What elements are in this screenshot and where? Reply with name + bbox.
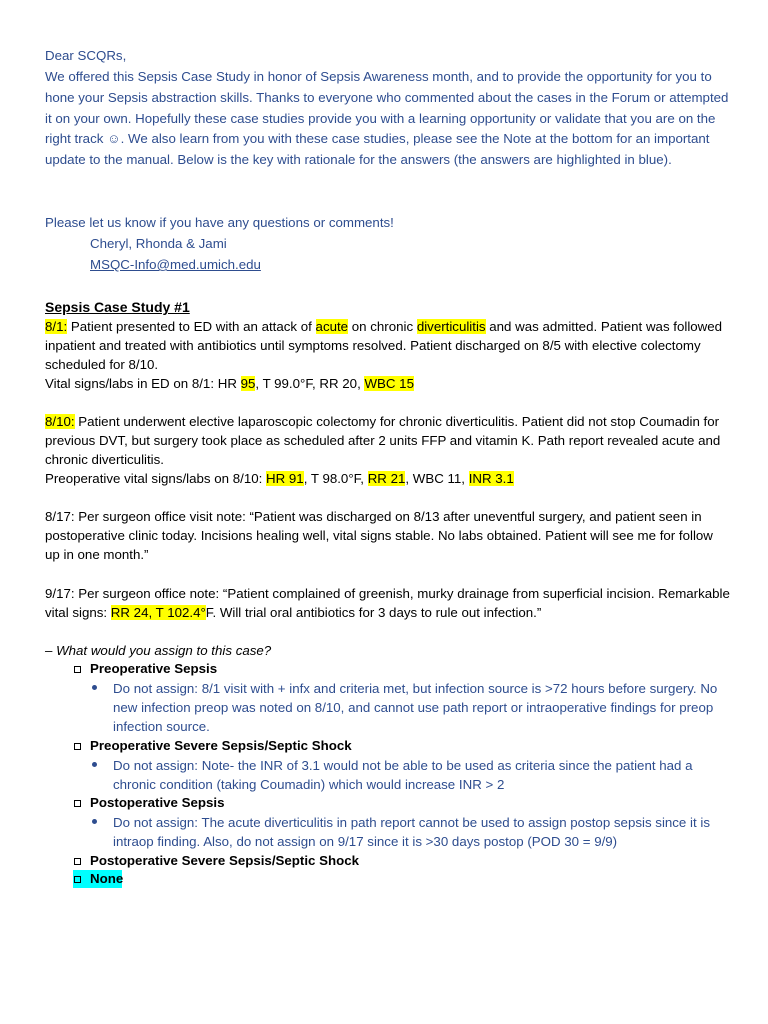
case-title: Sepsis Case Study #1 [45, 299, 190, 315]
date-8-10: 8/10: [45, 414, 75, 429]
p2-text-1: Patient underwent elective laparoscopic colectomy for chronic diverticulitis. Patient did not stop Coumadin for previous DVT, but surgery took place as scheduled after 2 units FFP and vitamin K. Path report revealed acute and chronic diverticulitis. [45, 414, 721, 468]
highlight-vitals-9-17: RR 24, T 102.4° [110, 605, 206, 621]
highlight-acute: acute [315, 319, 349, 334]
letter-greeting: Dear SCQRs, [45, 48, 127, 63]
highlight-hr-91: HR 91 [266, 471, 304, 487]
option-label-preop-severe-sepsis: Preoperative Severe Sepsis/Septic Shock [90, 738, 352, 753]
highlight-diverticulitis: diverticulitis [416, 319, 486, 334]
p1-vitals-text-a: Vital signs/labs in ED on 8/1: HR [45, 376, 241, 392]
option-label-postop-severe-sepsis: Postoperative Severe Sepsis/Septic Shock [90, 853, 360, 868]
letter-questions-line: Please let us know if you have any questions or comments! [45, 215, 394, 230]
option-note-preop-sepsis: Do not assign: 8/1 visit with + infx and criteria met, but infection source is >72 hours before surgery. No new infection preop was noted on 8/10, and cannot use path report or intraoperative findings for preop infection source. [113, 681, 718, 735]
smiley-icon: ☺ [107, 131, 121, 147]
p4-text-1: 9/17: Per surgeon office note: “Patient complained of greenish, murky drainage from superficial incision. Remarkable vital signs: [45, 586, 730, 621]
highlight-rr-21: RR 21 [367, 471, 406, 487]
bullet-icon [92, 762, 97, 767]
option-note-postop-sepsis: Do not assign: The acute diverticulitis in path report cannot be used to assign postop sepsis since it is intraop finding. Also, do not assign on 9/17 since it is >30 days postop (POD 30 = 9/9) [113, 815, 710, 850]
intro-text-a: We offered this Sepsis Case Study in honor of Sepsis Awareness month, and to provide the opportunity for you to hone your Sepsis abstraction skills. Thanks to everyone who commented about the cases in the Forum or attempted it on your own. Hopefully these case studies provide you with a learning opportunity or validate that you are on the right track [45, 69, 729, 147]
bullet-icon [92, 819, 97, 824]
highlight-hr-95: 95 [240, 376, 256, 392]
case-paragraph-8-17: 8/17: Per surgeon office visit note: “Patient was discharged on 8/13 after uneventful surgery, and patient seen in postoperative clinic today. Incisions healing well, vital signs stable. No labs obtained. Patient will see me for follow up in one month.” [45, 509, 713, 563]
letter-signers: Cheryl, Rhonda & Jami [90, 236, 227, 251]
p1-text-1: Patient presented to ED with an attack of [67, 319, 316, 334]
highlight-wbc-15: WBC 15 [364, 376, 414, 392]
intro-text-b: . We also learn from you with these case studies, please see the Note at the bottom for an important update to the manual. Below is the key with rationale for the answers (the answers are highlighted in blue). [45, 131, 710, 168]
p2-vitals-text-c: , WBC 11, [405, 471, 469, 487]
option-note-preop-severe-sepsis: Do not assign: Note- the INR of 3.1 would not be able to be used as criteria since the patient had a chronic condition (taking Coumadin) which would increase INR > 2 [113, 758, 693, 793]
date-8-1: 8/1: [45, 319, 68, 334]
p4-text-2: F. Will trial oral antibiotics for 3 days to rule out infection.” [205, 605, 542, 621]
p2-vitals-text-a: Preoperative vital signs/labs on 8/10: [45, 471, 267, 487]
checkbox-preop-severe-sepsis[interactable] [74, 743, 81, 750]
case-paragraph-8-1 [45, 317, 730, 393]
checkbox-postop-severe-sepsis[interactable] [74, 858, 81, 865]
checkbox-preop-sepsis[interactable] [74, 666, 81, 673]
option-label-none: None [90, 871, 124, 886]
case-question: – What would you assign to this case? [45, 643, 272, 658]
p2-vitals-text-b: , T 98.0°F, [303, 471, 368, 487]
highlight-inr-3-1: INR 3.1 [468, 471, 514, 487]
email-link-text[interactable]: MSQC-Info@med.umich.edu [90, 257, 261, 272]
case-paragraph-9-17 [45, 584, 730, 622]
letter-intro-paragraph [45, 67, 730, 171]
p1-vitals-text-b: , T 99.0°F, RR 20, [255, 376, 365, 392]
option-label-postop-sepsis: Postoperative Sepsis [90, 795, 225, 810]
checkbox-postop-sepsis[interactable] [74, 800, 81, 807]
bullet-icon [92, 685, 97, 690]
p1-text-2: on chronic [348, 319, 417, 334]
option-label-preop-sepsis: Preoperative Sepsis [90, 661, 218, 676]
email-link[interactable] [90, 255, 690, 276]
checkbox-none[interactable] [74, 876, 81, 883]
p1-text-3: and was admitted. Patient was followed inpatient and treated with antibiotics until symptoms resolved. Patient discharged on 8/5 with elective colectomy scheduled for 8/10. [45, 319, 723, 373]
case-paragraph-8-10 [45, 412, 730, 488]
